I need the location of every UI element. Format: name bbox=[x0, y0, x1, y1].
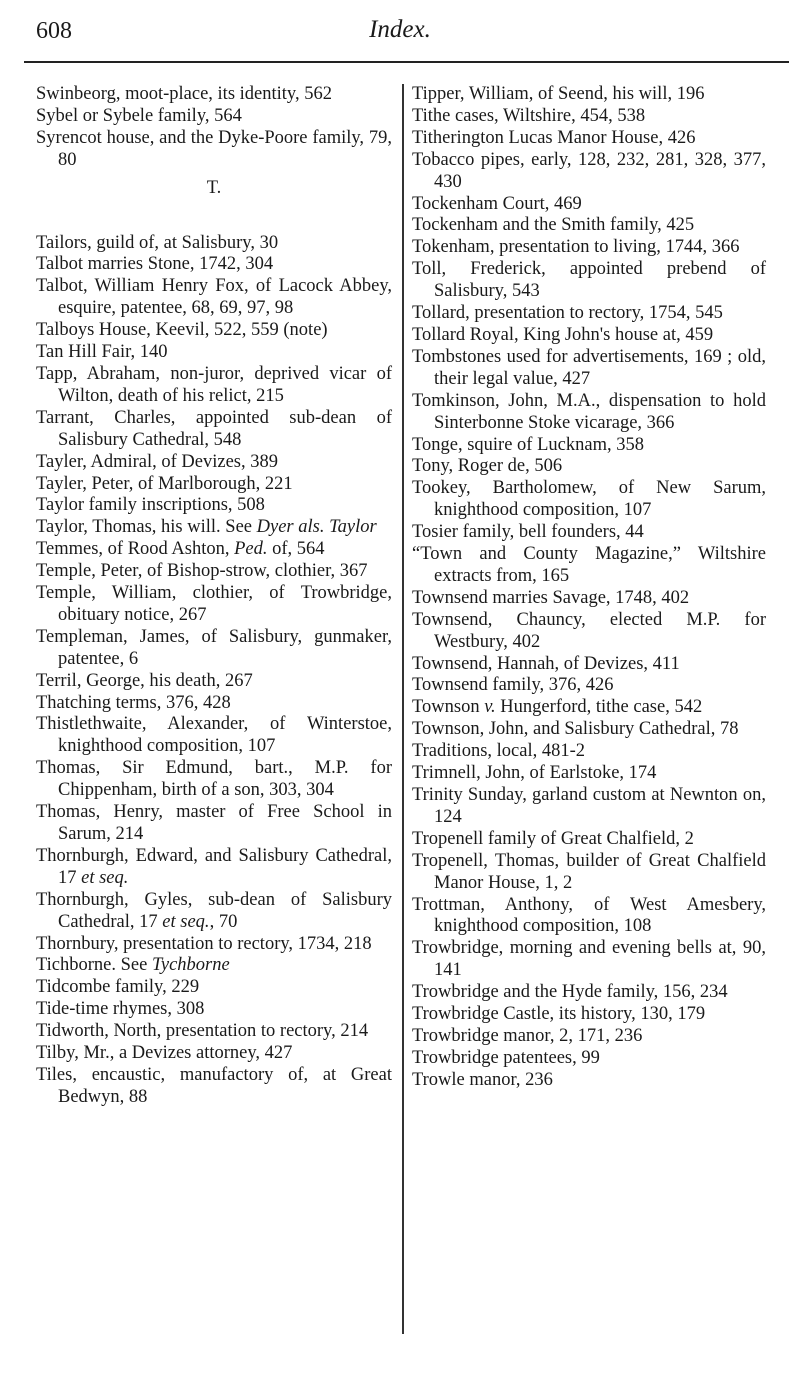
index-entry bbox=[36, 320, 392, 342]
entry-text: Tomkinson, John, M.A., dispensation to hold Sinterbonne Stoke vicarage, 366 bbox=[412, 390, 766, 433]
entry-text: Tayler, Peter, of Marlborough, 221 bbox=[36, 473, 293, 494]
entry-text: Tapp, Abraham, non-juror, deprived vicar of Wilton, death of his relict, 215 bbox=[36, 363, 392, 406]
entry-text: Temple, William, clothier, of Trowbridge, obituary notice, 267 bbox=[36, 583, 392, 625]
index-entry bbox=[36, 517, 392, 539]
page-number: 608 bbox=[36, 18, 72, 44]
entry-text: et seq. bbox=[81, 867, 129, 888]
index-entry bbox=[36, 627, 392, 671]
entry-text: Thornburgh, Gyles, sub-dean of Salisbury Cathedral, 17 bbox=[36, 889, 392, 932]
index-entry bbox=[412, 84, 766, 106]
index-entry bbox=[36, 561, 392, 583]
entry-text: Tockenham and the Smith family, 425 bbox=[412, 215, 695, 236]
entry-text: Traditions, local, 481-2 bbox=[412, 741, 586, 762]
index-entry bbox=[412, 1004, 766, 1026]
entry-text: Tailors, guild of, at Salisbury, 30 bbox=[36, 232, 279, 253]
index-entry bbox=[412, 851, 766, 895]
index-entry bbox=[412, 982, 766, 1004]
index-entry bbox=[412, 1070, 766, 1092]
entry-text: Terril, George, his death, 267 bbox=[36, 670, 253, 691]
index-entry bbox=[412, 106, 766, 128]
entry-text: Townson, John, and Salisbury Cathedral, 78 bbox=[412, 719, 739, 740]
index-entry bbox=[36, 474, 392, 496]
index-entry bbox=[412, 128, 766, 150]
index-entry bbox=[412, 829, 766, 851]
index-entry bbox=[36, 802, 392, 846]
index-entry bbox=[412, 194, 766, 216]
index-entry bbox=[36, 408, 392, 452]
index-entry bbox=[36, 84, 392, 106]
entry-text: Tiles, encaustic, manufactory of, at Great Bedwyn, 88 bbox=[36, 1064, 392, 1107]
index-entry bbox=[36, 106, 392, 128]
index-entry bbox=[412, 588, 766, 610]
entry-text: Trowle manor, 236 bbox=[412, 1069, 553, 1090]
index-entry bbox=[36, 1043, 392, 1065]
entry-text: Titherington Lucas Manor House, 426 bbox=[412, 127, 696, 148]
column-divider bbox=[402, 84, 404, 1334]
entry-text: Temmes, of Rood Ashton, bbox=[36, 539, 235, 560]
index-entry bbox=[412, 391, 766, 435]
entry-text: , 70 bbox=[209, 911, 238, 932]
index-entry bbox=[412, 785, 766, 829]
index-entry bbox=[36, 583, 392, 627]
index-entry bbox=[36, 999, 392, 1021]
entry-text: Talbot marries Stone, 1742, 304 bbox=[36, 254, 274, 275]
index-entry bbox=[412, 150, 766, 194]
index-entry bbox=[412, 610, 766, 654]
page-title: Index. bbox=[369, 16, 431, 43]
entry-text: Trimnell, John, of Earlstoke, 174 bbox=[412, 763, 657, 784]
entry-text: Thomas, Sir Edmund, bart., M.P. for Chippenham, birth of a son, 303, 304 bbox=[36, 758, 392, 801]
entry-text: Tollard, presentation to rectory, 1754, 545 bbox=[412, 303, 723, 324]
entry-text: Tarrant, Charles, appointed sub-dean of Salisbury Cathedral, 548 bbox=[36, 407, 392, 450]
entry-text: Trottman, Anthony, of West Amesbery, knighthood composition, 108 bbox=[412, 894, 766, 937]
entry-text: of, 564 bbox=[267, 539, 325, 560]
index-entry bbox=[36, 539, 392, 561]
index-entry bbox=[412, 325, 766, 347]
entry-text: Taylor, Thomas, his will. See bbox=[36, 517, 257, 538]
entry-text: Tockenham Court, 469 bbox=[412, 193, 582, 214]
entry-text: Toll, Frederick, appointed prebend of Salisbury, 543 bbox=[412, 259, 766, 302]
entry-text: Thatching terms, 376, 428 bbox=[36, 692, 231, 713]
entry-text: Tropenell, Thomas, builder of Great Chalfield Manor House, 1, 2 bbox=[412, 850, 766, 893]
index-entry bbox=[36, 233, 392, 255]
index-entry bbox=[36, 934, 392, 956]
index-entry bbox=[36, 1065, 392, 1109]
index-entry bbox=[36, 671, 392, 693]
entry-text: Trinity Sunday, garland custom at Newnton on, 124 bbox=[412, 785, 766, 827]
index-entry bbox=[412, 1026, 766, 1048]
index-column-right bbox=[412, 84, 766, 1092]
entry-text: Tombstones used for advertisements, 169 ; old, their legal value, 427 bbox=[412, 346, 766, 389]
entry-text: Thornburgh, Edward, and Salisbury Cathedral, 17 bbox=[36, 845, 392, 888]
index-entry bbox=[412, 544, 766, 588]
index-entry bbox=[412, 522, 766, 544]
entry-text: Tayler, Admiral, of Devizes, 389 bbox=[36, 451, 278, 472]
index-entry bbox=[36, 758, 392, 802]
entry-text: Tychborne bbox=[151, 955, 230, 976]
entry-text: Hungerford, tithe case, 542 bbox=[495, 697, 703, 718]
entry-text: Trowbridge manor, 2, 171, 236 bbox=[412, 1025, 643, 1046]
index-entry bbox=[412, 675, 766, 697]
index-entry bbox=[412, 347, 766, 391]
entry-text: Temple, Peter, of Bishop-strow, clothier, 367 bbox=[36, 561, 368, 582]
entry-text: “Town and County Magazine,” Wiltshire extracts from, 165 bbox=[412, 544, 766, 586]
entry-text: Tichborne. See bbox=[36, 955, 152, 976]
entry-text: Trowbridge and the Hyde family, 156, 234 bbox=[412, 982, 728, 1003]
entry-text: Townsend marries Savage, 1748, 402 bbox=[412, 587, 690, 608]
index-entry bbox=[412, 741, 766, 763]
entry-text: v. bbox=[484, 697, 496, 718]
entry-text: Tan Hill Fair, 140 bbox=[36, 342, 168, 363]
entry-text: Trowbridge Castle, its history, 130, 179 bbox=[412, 1004, 706, 1025]
entry-text: Tide-time rhymes, 308 bbox=[36, 999, 205, 1020]
index-entry bbox=[412, 303, 766, 325]
entry-text: Tidworth, North, presentation to rectory, 214 bbox=[36, 1021, 369, 1042]
index-entry bbox=[412, 259, 766, 303]
entry-text: Ped. bbox=[234, 539, 268, 560]
index-entry bbox=[412, 237, 766, 259]
index-entry bbox=[36, 1021, 392, 1043]
entry-text: et seq. bbox=[162, 911, 210, 932]
entry-text: Townsend, Hannah, of Devizes, 411 bbox=[412, 653, 680, 674]
entry-text: Tropenell family of Great Chalfield, 2 bbox=[412, 828, 694, 849]
index-entry bbox=[36, 714, 392, 758]
entry-text: Thornbury, presentation to rectory, 1734, 218 bbox=[36, 933, 372, 954]
entry-text: Tipper, William, of Seend, his will, 196 bbox=[412, 84, 705, 104]
index-entry bbox=[412, 654, 766, 676]
entry-text: Tithe cases, Wiltshire, 454, 538 bbox=[412, 105, 646, 126]
entry-text: Thistlethwaite, Alexander, of Winterstoe, knighthood composition, 107 bbox=[36, 714, 392, 757]
entry-text: Thomas, Henry, master of Free School in Sarum, 214 bbox=[36, 802, 392, 844]
index-entry bbox=[36, 452, 392, 474]
entry-text: Tony, Roger de, 506 bbox=[412, 456, 563, 477]
entry-text: Tokenham, presentation to living, 1744, 366 bbox=[412, 237, 740, 258]
index-column-left bbox=[36, 84, 392, 1109]
index-entry bbox=[36, 495, 392, 517]
index-entry bbox=[412, 456, 766, 478]
entry-text: Talboys House, Keevil, 522, 559 (note) bbox=[36, 320, 328, 341]
index-entry bbox=[36, 955, 392, 977]
entry-text: Tollard Royal, King John's house at, 459 bbox=[412, 324, 714, 345]
entry-text: Syrencot house, and the Dyke-Poore family, 79, 80 bbox=[36, 127, 392, 170]
entry-text: Templeman, James, of Salisbury, gunmaker, patentee, 6 bbox=[36, 626, 392, 669]
index-entry bbox=[36, 846, 392, 890]
index-entry bbox=[412, 697, 766, 719]
index-entry bbox=[36, 254, 392, 276]
index-entry bbox=[36, 693, 392, 715]
entry-text: Dyer als. Taylor bbox=[256, 517, 377, 538]
index-entry bbox=[412, 478, 766, 522]
entry-text: Tobacco pipes, early, 128, 232, 281, 328, 377, 430 bbox=[412, 149, 766, 192]
entry-text: Townsend family, 376, 426 bbox=[412, 675, 614, 696]
index-entry bbox=[36, 890, 392, 934]
entry-text: Talbot, William Henry Fox, of Lacock Abbey, esquire, patentee, 68, 69, 97, 98 bbox=[36, 276, 392, 319]
index-entry bbox=[412, 938, 766, 982]
index-entry bbox=[36, 128, 392, 172]
entry-text: Taylor family inscriptions, 508 bbox=[36, 495, 265, 516]
header-rule bbox=[24, 61, 789, 63]
entry-text: Trowbridge patentees, 99 bbox=[412, 1047, 600, 1068]
entry-text: Tonge, squire of Lucknam, 358 bbox=[412, 434, 644, 455]
entry-text: Tidcombe family, 229 bbox=[36, 977, 200, 998]
entry-text: Sybel or Sybele family, 564 bbox=[36, 105, 242, 126]
index-entry bbox=[412, 763, 766, 785]
index-entry bbox=[412, 719, 766, 741]
entry-text: Trowbridge, morning and evening bells at, 90, 141 bbox=[412, 938, 766, 981]
entry-text: Tosier family, bell founders, 44 bbox=[412, 522, 644, 543]
index-entry bbox=[412, 435, 766, 457]
entry-text: Townsend, Chauncy, elected M.P. for Westbury, 402 bbox=[412, 609, 766, 652]
index-entry bbox=[36, 342, 392, 364]
entry-text: Tookey, Bartholomew, of New Sarum, knighthood composition, 107 bbox=[412, 478, 766, 521]
entry-text: Townson bbox=[412, 697, 485, 718]
index-entry bbox=[412, 1048, 766, 1070]
section-heading: T. bbox=[206, 177, 222, 198]
index-entry bbox=[36, 276, 392, 320]
entry-text: Swinbeorg, moot-place, its identity, 562 bbox=[36, 84, 332, 104]
index-entry bbox=[412, 215, 766, 237]
index-entry bbox=[412, 895, 766, 939]
index-entry bbox=[36, 364, 392, 408]
index-entry bbox=[36, 977, 392, 999]
entry-text: Tilby, Mr., a Devizes attorney, 427 bbox=[36, 1043, 293, 1064]
